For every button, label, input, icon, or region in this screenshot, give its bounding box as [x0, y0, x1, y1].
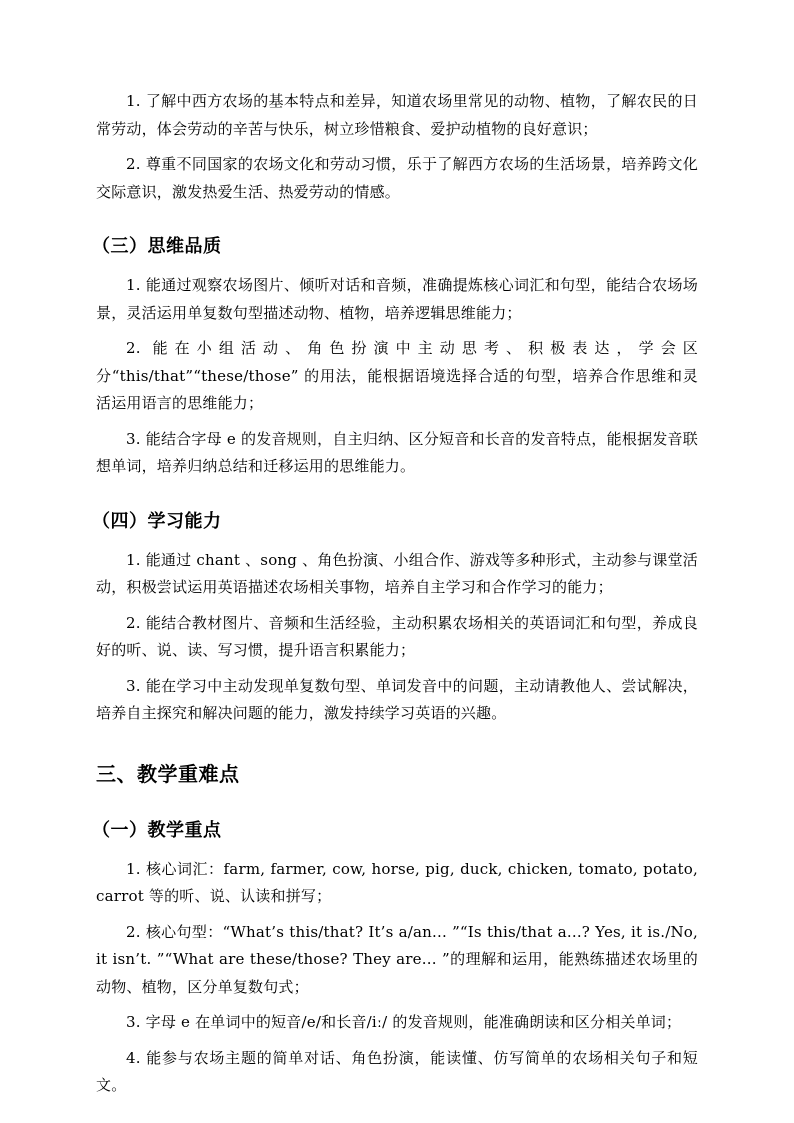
- learning-ability-heading: （四）学习能力: [92, 510, 222, 532]
- thinking-quality-heading: （三）思维品质: [92, 236, 222, 257]
- learning-paragraph-3: 3. 能在学习中主动发现单复数句型、单词发音中的问题，主动请教他人、尝试解决，培养自主探究和解决问题的能力，激发持续学习英语的兴趣。: [96, 676, 698, 722]
- thinking-paragraph-2: 2. 能在小组活动、角色扮演中主动思考、积极表达，学会区分“this/that”“these/those” 的用法，能根据语境选择合适的句型，培养合作思维和灵活运用语言的思维能力；: [96, 339, 698, 412]
- key-point-paragraph-3: 3. 字母 e 在单词中的短音/e/和长音/iː/ 的发音规则，能准确朗读和区分相关单词；: [126, 1013, 682, 1031]
- culture-paragraph-2: 2. 尊重不同国家的农场文化和劳动习惯，乐于了解西方农场的生活场景，培养跨文化交际意识，激发热爱生活、热爱劳动的情感。: [96, 155, 698, 201]
- culture-paragraph-1: 1. 了解中西方农场的基本特点和差异，知道农场里常见的动物、植物，了解农民的日常劳动，体会劳动的辛苦与快乐，树立珍惜粮食、爱护动植物的良好意识；: [96, 92, 698, 138]
- teaching-key-points-heading: （一）教学重点: [92, 819, 222, 841]
- key-point-paragraph-2: 2. 核心句型：“What’s this/that? It’s a/an... ”“Is this/that a...? Yes, it is./No, it isn’t. ”“What are these/those? They are... ”的理解和运用，能熟练描述农场里的动物、植物，区分单复数句式；: [96, 922, 698, 996]
- teaching-difficulties-heading: 三、教学重难点: [96, 761, 240, 786]
- thinking-paragraph-3: 3. 能结合字母 e 的发音规则，自主归纳、区分短音和长音的发音特点，能根据发音联想单词，培养归纳总结和迁移运用的思维能力。: [96, 429, 698, 475]
- key-point-paragraph-4: 4. 能参与农场主题的简单对话、角色扮演，能读懂、仿写简单的农场相关句子和短文。: [96, 1048, 698, 1094]
- learning-paragraph-1: 1. 能通过 chant 、song 、角色扮演、小组合作、游戏等多种形式，主动参与课堂活动，积极尝试运用英语描述农场相关事物，培养自主学习和合作学习的能力；: [96, 550, 698, 596]
- learning-paragraph-2: 2. 能结合教材图片、音频和生活经验，主动积累农场相关的英语词汇和句型，养成良好的听、说、读、写习惯，提升语言积累能力；: [96, 613, 698, 659]
- key-point-paragraph-1: 1. 核心词汇：farm, farmer, cow, horse, pig, duck, chicken, tomato, potato, carrot 等的听、说、认读和拼写；: [96, 859, 698, 905]
- thinking-paragraph-1: 1. 能通过观察农场图片、倾听对话和音频，准确提炼核心词汇和句型，能结合农场场景，灵活运用单复数句型描述动物、植物，培养逻辑思维能力；: [96, 276, 698, 322]
